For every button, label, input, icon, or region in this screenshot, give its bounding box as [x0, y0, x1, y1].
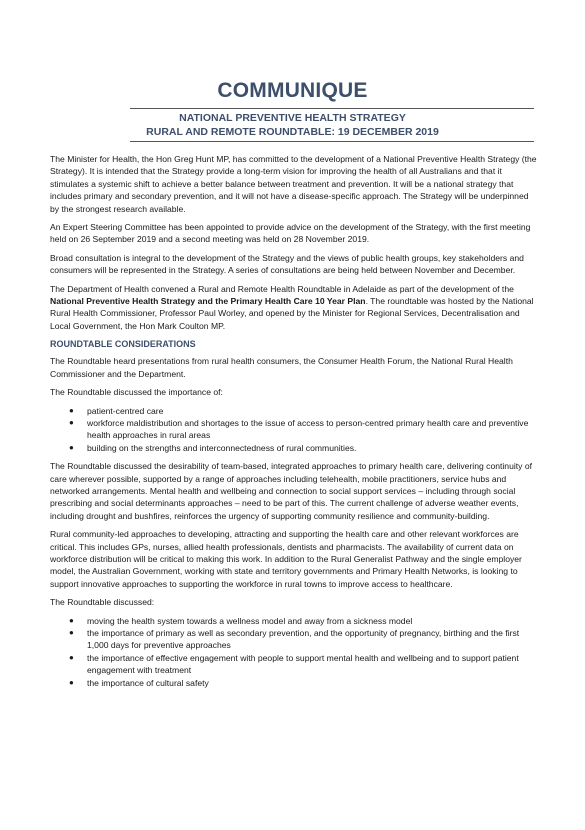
bullet-icon: ●	[69, 628, 74, 637]
list-item	[50, 417, 538, 442]
paragraph-department	[50, 283, 538, 333]
paragraph-consultation: Broad consultation is integral to the development of the Strategy and the views of public health groups, key stakeholders and consumers will be represented in the Strategy. A series of consultations are being held between November and December.	[50, 252, 524, 276]
strategy-name-bold: National Preventive Health Strategy and the Primary Health Care 10 Year Plan	[50, 296, 366, 307]
list-item-text: workforce maldistribution and shortages to the issue of access to person-centred primary health care and preventive health approaches in rural areas	[87, 417, 529, 441]
paragraph-department-a: The Department of Health convened a Rural and Remote Health Roundtable in Adelaide as part of the development of the	[50, 283, 514, 294]
list-item	[50, 627, 538, 652]
list-item-text: building on the strengths and interconnectedness of rural communities.	[87, 442, 357, 453]
paragraph-steering-committee: An Expert Steering Committee has been appointed to provide advice on the development of the Strategy, with the first meeting held on 26 September 2019 and a second meeting was held on 28 November 2019.	[50, 222, 531, 245]
list-item-text: the importance of primary as well as secondary prevention, and the opportunity of pregnancy, birthing and the first 1,000 days for preventive approaches	[87, 628, 520, 651]
discussed-list	[50, 615, 538, 689]
list-item-text: the importance of cultural safety	[87, 677, 209, 688]
bullet-icon: ●	[69, 442, 74, 452]
page-title: COMMUNIQUE	[217, 79, 368, 102]
list-item-text: patient-centred care	[87, 405, 164, 416]
paragraph-presentations: The Roundtable heard presentations from rural health consumers, the Consumer Health Forum, the National Rural Health Commissioner and the Department.	[50, 356, 513, 379]
subtitle-roundtable: RURAL AND REMOTE ROUNDTABLE: 19 DECEMBER 2019	[146, 126, 439, 138]
title-rule-bottom	[130, 141, 534, 142]
list-item	[50, 442, 538, 454]
paragraph-discussed-intro: The Roundtable discussed:	[50, 597, 155, 608]
list-item	[50, 615, 538, 627]
bullet-icon: ●	[69, 615, 74, 625]
bullet-icon: ●	[69, 417, 74, 427]
paragraph-workforce: Rural community-led approaches to developing, attracting and supporting the health care and other relevant workforces are critical. This includes GPs, nurses, allied health professionals, dentists and pharmacists. The availability of current data on workforce distribution will be critical to making this work. In addition to the Rural Generalist Pathway and the single employer model, the Australian Government, working with state and territory governments and Primary Health Networks, is looking to support innovative approaches to supporting the workforce in rural towns to improve access to healthcare.	[50, 529, 522, 589]
list-item-text: moving the health system towards a wellness model and away from a sickness model	[87, 615, 413, 626]
paragraph-importance-intro: The Roundtable discussed the importance of:	[50, 387, 223, 398]
list-item	[50, 677, 538, 689]
importance-list	[50, 405, 538, 455]
bullet-icon: ●	[69, 652, 74, 662]
bullet-icon: ●	[69, 405, 74, 415]
list-item	[50, 405, 538, 417]
document-body	[50, 153, 538, 695]
list-item-text: the importance of effective engagement with people to support mental health and wellbeing and to support patient engagement with treatment	[87, 652, 519, 676]
paragraph-team-based-care: The Roundtable discussed the desirability of team-based, integrated approaches to primary health care, delivering continuity of care wherever possible, supported by a range of approaches including telehealth, mobile practitioners, service hubs and networked arrangements. Mental health and wellbeing and connection to social support services – including through social prescribing and social determinants approaches – need to be part of this. The current challenge of adverse weather events, including drought and bushfires, reinforces the urgency of supporting community resilience and community-building.	[50, 461, 533, 521]
paragraph-department-b: . The roundtable was hosted by the National Rural Health Commissioner, Professor Paul Worley, and opened by the Minister for Regional Services, Decentralisation and Local Government, the Hon Mark Coulton MP.	[50, 296, 534, 331]
section-heading: ROUNDTABLE CONSIDERATIONS	[50, 339, 196, 350]
title-rule-top	[130, 108, 534, 109]
subtitle-strategy: NATIONAL PREVENTIVE HEALTH STRATEGY	[179, 112, 406, 124]
list-item	[50, 652, 538, 677]
paragraph-minister: The Minister for Health, the Hon Greg Hunt MP, has committed to the development of a National Preventive Health Strategy (the Strategy). It is intended that the Strategy provide a long-term vision for improving the health of all Australians and that it stimulates a systemic shift to achieve a better balance between treatment and prevention. It will be a national strategy that includes primary and secondary prevention, and it will not have a disease-specific approach. The Strategy will be underpinned by the strongest research available.	[50, 154, 537, 214]
bullet-icon: ●	[69, 677, 74, 687]
